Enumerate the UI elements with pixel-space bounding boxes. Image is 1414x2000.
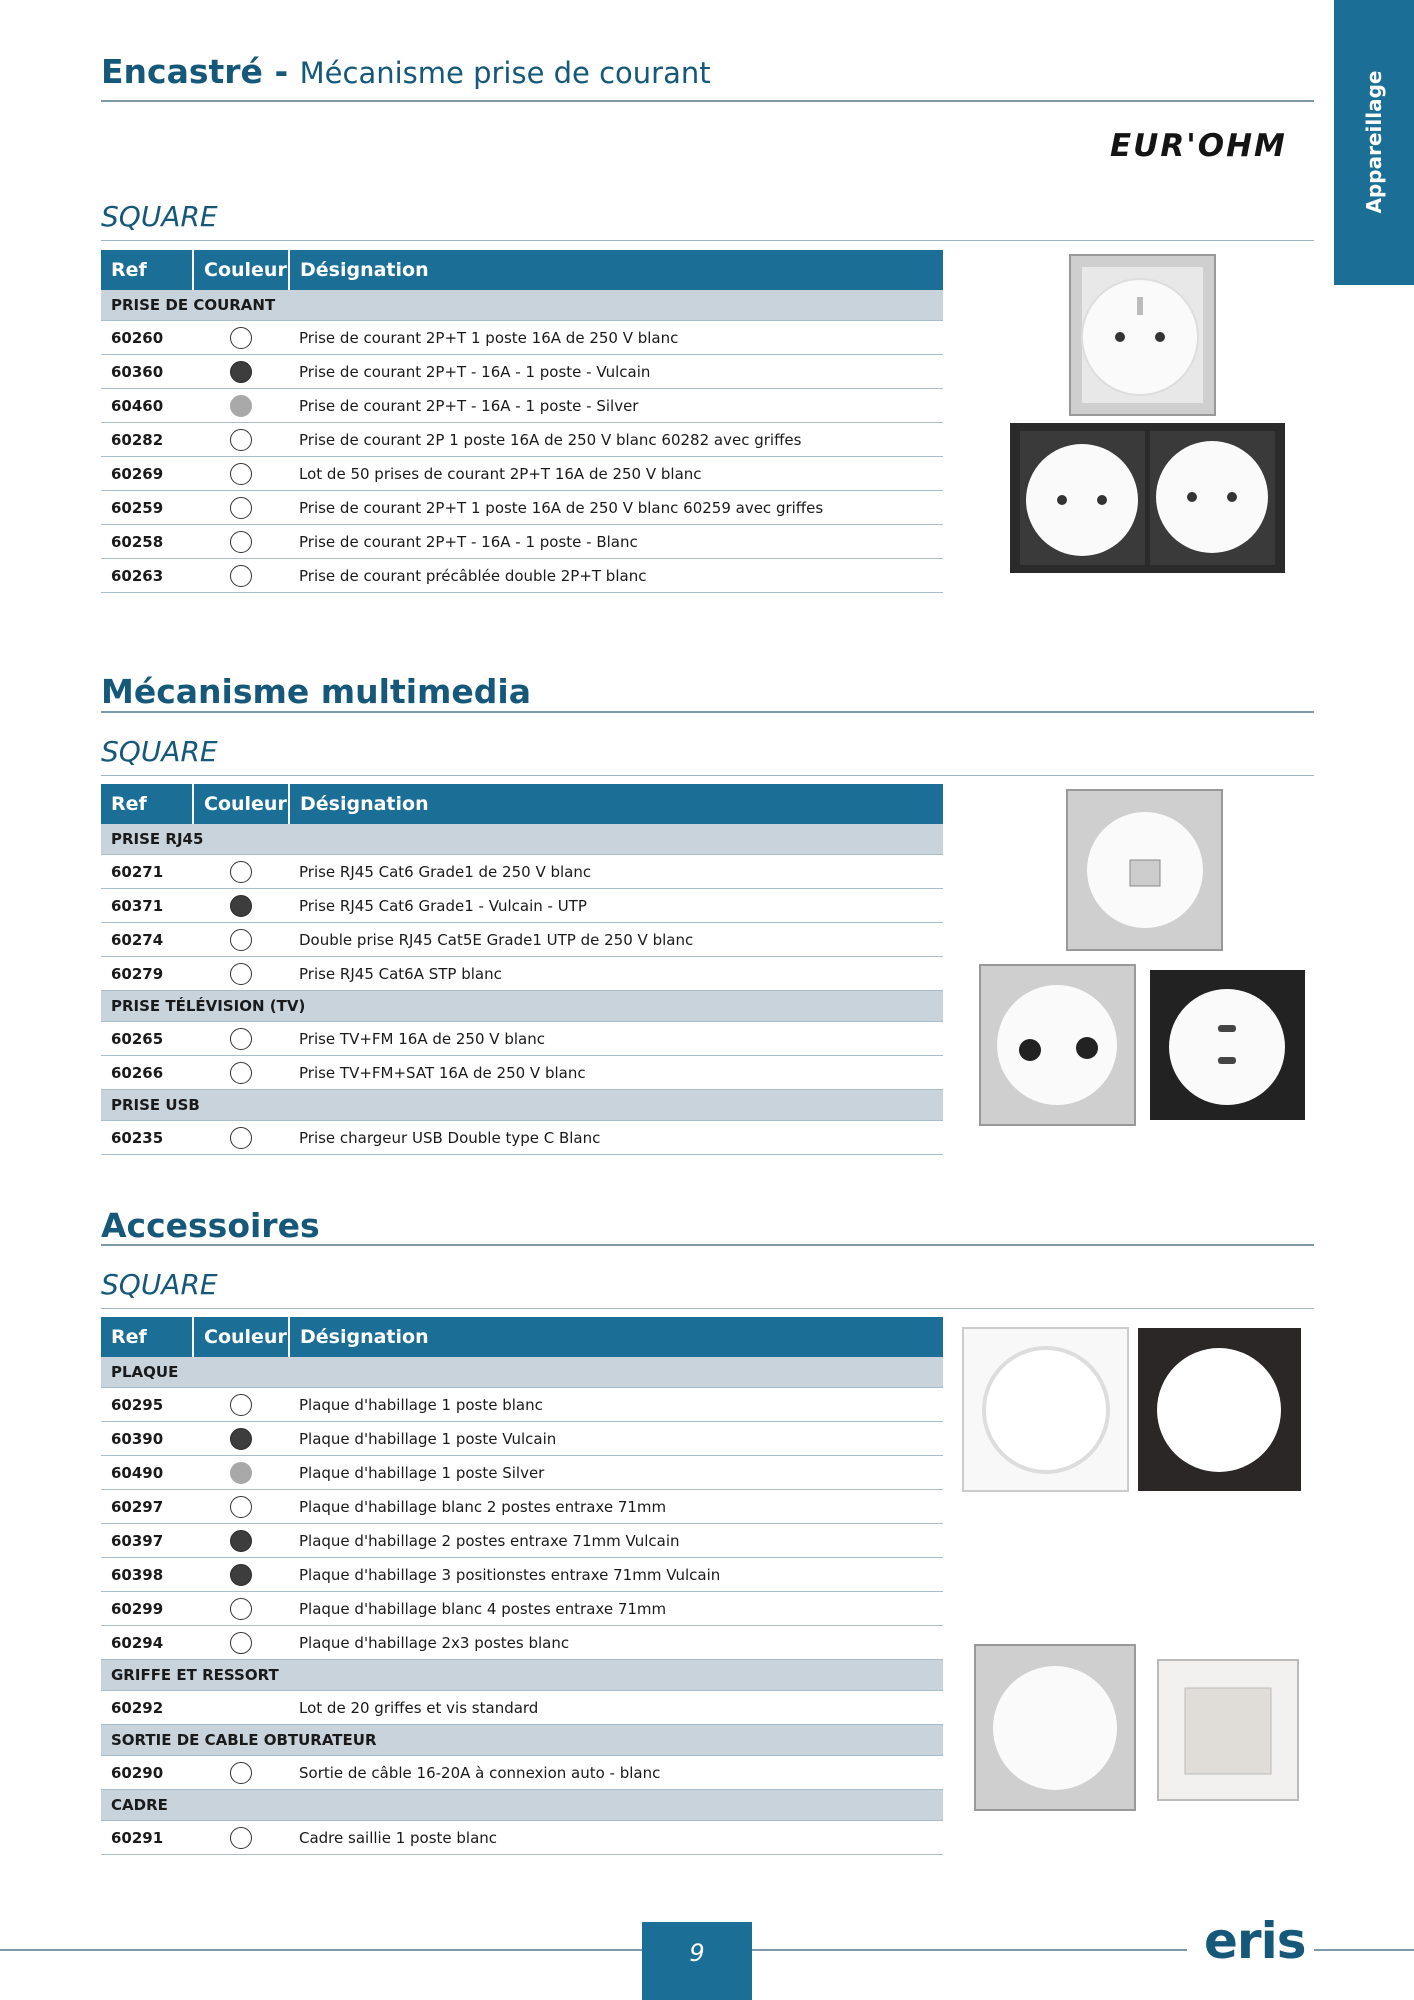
designation-cell: Plaque d'habillage 1 poste Silver	[289, 1456, 943, 1490]
color-cell	[193, 423, 289, 457]
table-row	[101, 1422, 943, 1456]
color-swatch-vulcain	[230, 895, 252, 917]
designation-cell: Prise de courant 2P+T - 16A - 1 poste - Blanc	[289, 525, 943, 559]
table-row	[101, 321, 943, 355]
category-label: PLAQUE	[101, 1357, 943, 1388]
table-row	[101, 855, 943, 889]
designation-cell: Prise TV+FM+SAT 16A de 250 V blanc	[289, 1056, 943, 1090]
category-row	[101, 1090, 943, 1121]
designation-cell: Plaque d'habillage 1 poste Vulcain	[289, 1422, 943, 1456]
color-cell	[193, 1422, 289, 1456]
ref-cell: 60266	[101, 1056, 193, 1090]
table-row	[101, 957, 943, 991]
table-row	[101, 423, 943, 457]
color-cell	[193, 957, 289, 991]
multimedia-product-photo	[975, 785, 1315, 1135]
col-header-ref: Ref	[101, 784, 193, 824]
ref-cell: 60290	[101, 1756, 193, 1790]
table-row	[101, 1524, 943, 1558]
color-swatch-blanc	[230, 1598, 252, 1620]
ref-cell: 60297	[101, 1490, 193, 1524]
designation-cell: Plaque d'habillage blanc 2 postes entraxe 71mm	[289, 1490, 943, 1524]
ref-cell: 60269	[101, 457, 193, 491]
product-table-prise-courant	[101, 250, 943, 593]
designation-cell: Lot de 20 griffes et vis standard	[289, 1691, 943, 1725]
white-plate-image	[963, 1328, 1128, 1491]
color-cell	[193, 1490, 289, 1524]
category-label: GRIFFE ET RESSORT	[101, 1660, 943, 1691]
category-row	[101, 824, 943, 855]
color-cell	[193, 1121, 289, 1155]
title-main: Encastré	[101, 52, 263, 91]
double-socket-image	[1010, 423, 1285, 573]
section-title-accessoires: Accessoires	[101, 1206, 320, 1245]
designation-cell: Cadre saillie 1 poste blanc	[289, 1821, 943, 1855]
cable-outlet-image	[975, 1645, 1135, 1810]
color-swatch-blanc	[230, 1762, 252, 1784]
product-table-accessoires	[101, 1317, 943, 1855]
series-label-1: SQUARE	[101, 200, 218, 233]
table-row	[101, 1388, 943, 1422]
designation-cell: Prise de courant précâblée double 2P+T blanc	[289, 559, 943, 593]
title-sub: Mécanisme prise de courant	[299, 56, 711, 90]
ref-cell: 60295	[101, 1388, 193, 1422]
designation-cell: Prise de courant 2P+T - 16A - 1 poste - Silver	[289, 389, 943, 423]
designation-cell: Lot de 50 prises de courant 2P+T 16A de 250 V blanc	[289, 457, 943, 491]
ref-cell: 60282	[101, 423, 193, 457]
color-cell	[193, 389, 289, 423]
color-cell	[193, 1592, 289, 1626]
category-label: CADRE	[101, 1790, 943, 1821]
color-cell	[193, 1524, 289, 1558]
ref-cell: 60279	[101, 957, 193, 991]
eris-logo: eris	[1204, 1912, 1306, 1970]
designation-cell: Prise de courant 2P+T - 16A - 1 poste - Vulcain	[289, 355, 943, 389]
table-header-row	[101, 784, 943, 824]
col-header-designation: Désignation	[289, 1317, 943, 1357]
ref-cell: 60460	[101, 389, 193, 423]
designation-cell: Prise RJ45 Cat6A STP blanc	[289, 957, 943, 991]
category-label: PRISE RJ45	[101, 824, 943, 855]
designation-cell: Plaque d'habillage 3 positionstes entraxe 71mm Vulcain	[289, 1558, 943, 1592]
section-rule-2	[101, 711, 1314, 713]
footer-line-left	[0, 1949, 642, 1951]
title-rule	[101, 100, 1314, 102]
table-row	[101, 1756, 943, 1790]
designation-cell: Plaque d'habillage 2 postes entraxe 71mm Vulcain	[289, 1524, 943, 1558]
category-label: PRISE DE COURANT	[101, 290, 943, 321]
table-row	[101, 559, 943, 593]
color-cell	[193, 1388, 289, 1422]
series-rule-2	[101, 775, 1314, 776]
category-label: PRISE USB	[101, 1090, 943, 1121]
color-cell	[193, 1056, 289, 1090]
ref-cell: 60260	[101, 321, 193, 355]
brand-logo: EUR'OHM	[1110, 128, 1287, 164]
category-row	[101, 1660, 943, 1691]
series-label-3: SQUARE	[101, 1268, 218, 1301]
ref-cell: 60235	[101, 1121, 193, 1155]
color-cell	[193, 1558, 289, 1592]
side-tab-label: Appareillage	[1362, 70, 1386, 214]
color-cell	[193, 1821, 289, 1855]
color-swatch-blanc	[230, 1496, 252, 1518]
color-swatch-vulcain	[230, 1564, 252, 1586]
ref-cell: 60292	[101, 1691, 193, 1725]
ref-cell: 60274	[101, 923, 193, 957]
category-row	[101, 1725, 943, 1756]
accessory-product-photo	[970, 1640, 1310, 1820]
col-header-ref: Ref	[101, 1317, 193, 1357]
ref-cell: 60291	[101, 1821, 193, 1855]
section-title-multimedia: Mécanisme multimedia	[101, 672, 531, 711]
single-socket-image	[1070, 255, 1215, 415]
table-row	[101, 1022, 943, 1056]
color-swatch-vulcain	[230, 1530, 252, 1552]
rj45-socket-image	[1067, 790, 1222, 950]
ref-cell: 60490	[101, 1456, 193, 1490]
designation-cell: Prise de courant 2P+T 1 poste 16A de 250 V blanc	[289, 321, 943, 355]
designation-cell: Prise RJ45 Cat6 Grade1 - Vulcain - UTP	[289, 889, 943, 923]
color-cell	[193, 559, 289, 593]
table-header-row	[101, 250, 943, 290]
color-cell	[193, 889, 289, 923]
col-header-designation: Désignation	[289, 250, 943, 290]
color-swatch-silver	[230, 1462, 252, 1484]
color-swatch-blanc	[230, 1632, 252, 1654]
color-cell	[193, 855, 289, 889]
color-cell	[193, 457, 289, 491]
page-title	[101, 52, 711, 91]
color-swatch-vulcain	[230, 1428, 252, 1450]
vulcain-plate-image	[1138, 1328, 1301, 1491]
tv-socket-image	[980, 965, 1135, 1125]
color-swatch-blanc	[230, 463, 252, 485]
table-row	[101, 457, 943, 491]
category-row	[101, 290, 943, 321]
category-label: PRISE TÉLÉVISION (TV)	[101, 991, 943, 1022]
table-row	[101, 1490, 943, 1524]
designation-cell: Prise RJ45 Cat6 Grade1 de 250 V blanc	[289, 855, 943, 889]
designation-cell: Plaque d'habillage blanc 4 postes entraxe 71mm	[289, 1592, 943, 1626]
color-cell	[193, 923, 289, 957]
col-header-ref: Ref	[101, 250, 193, 290]
color-swatch-blanc	[230, 1028, 252, 1050]
table-row	[101, 1821, 943, 1855]
col-header-couleur: Couleur	[193, 784, 289, 824]
category-row	[101, 1790, 943, 1821]
designation-cell: Prise TV+FM 16A de 250 V blanc	[289, 1022, 943, 1056]
table-row	[101, 1691, 943, 1725]
color-swatch-blanc	[230, 497, 252, 519]
ref-cell: 60398	[101, 1558, 193, 1592]
color-cell	[193, 355, 289, 389]
category-row	[101, 1357, 943, 1388]
color-swatch-blanc	[230, 1827, 252, 1849]
table-row	[101, 525, 943, 559]
table-row	[101, 389, 943, 423]
color-swatch-blanc	[230, 565, 252, 587]
designation-cell: Prise chargeur USB Double type C Blanc	[289, 1121, 943, 1155]
ref-cell: 60360	[101, 355, 193, 389]
designation-cell: Sortie de câble 16-20A à connexion auto - blanc	[289, 1756, 943, 1790]
usb-socket-image	[1150, 970, 1305, 1120]
footer-line-mid	[752, 1949, 1187, 1951]
plate-product-photo	[960, 1325, 1305, 1495]
color-cell	[193, 1626, 289, 1660]
ref-cell: 60390	[101, 1422, 193, 1456]
table-row	[101, 1056, 943, 1090]
ref-cell: 60265	[101, 1022, 193, 1056]
color-swatch-vulcain	[230, 361, 252, 383]
color-cell	[193, 1456, 289, 1490]
ref-cell: 60271	[101, 855, 193, 889]
ref-cell: 60397	[101, 1524, 193, 1558]
color-swatch-blanc	[230, 963, 252, 985]
color-swatch-silver	[230, 395, 252, 417]
color-swatch-blanc	[230, 929, 252, 951]
page-number: 9	[642, 1922, 752, 2000]
color-cell	[193, 321, 289, 355]
title-dash: -	[262, 52, 300, 91]
table-row	[101, 491, 943, 525]
designation-cell: Plaque d'habillage 2x3 postes blanc	[289, 1626, 943, 1660]
col-header-designation: Désignation	[289, 784, 943, 824]
table-header-row	[101, 1317, 943, 1357]
socket-product-photo	[990, 245, 1300, 590]
table-row	[101, 1558, 943, 1592]
table-row	[101, 889, 943, 923]
table-row	[101, 923, 943, 957]
ref-cell: 60263	[101, 559, 193, 593]
table-row	[101, 1456, 943, 1490]
ref-cell: 60258	[101, 525, 193, 559]
color-swatch-blanc	[230, 1062, 252, 1084]
ref-cell: 60259	[101, 491, 193, 525]
designation-cell: Prise de courant 2P+T 1 poste 16A de 250 V blanc 60259 avec griffes	[289, 491, 943, 525]
designation-cell: Prise de courant 2P 1 poste 16A de 250 V blanc 60282 avec griffes	[289, 423, 943, 457]
surface-frame-image	[1158, 1660, 1298, 1800]
color-cell	[193, 491, 289, 525]
product-table-multimedia	[101, 784, 943, 1155]
col-header-couleur: Couleur	[193, 250, 289, 290]
color-cell	[193, 1022, 289, 1056]
color-swatch-blanc	[230, 861, 252, 883]
color-cell	[193, 1756, 289, 1790]
table-row	[101, 1121, 943, 1155]
footer-line-right	[1314, 1949, 1414, 1951]
ref-cell: 60299	[101, 1592, 193, 1626]
table-row	[101, 1592, 943, 1626]
series-label-2: SQUARE	[101, 735, 218, 768]
series-rule-1	[101, 240, 1314, 241]
designation-cell: Double prise RJ45 Cat5E Grade1 UTP de 250 V blanc	[289, 923, 943, 957]
table-row	[101, 1626, 943, 1660]
color-swatch-blanc	[230, 429, 252, 451]
category-row	[101, 991, 943, 1022]
ref-cell: 60371	[101, 889, 193, 923]
table-row	[101, 355, 943, 389]
series-rule-3	[101, 1308, 1314, 1309]
color-swatch-blanc	[230, 1127, 252, 1149]
category-label: SORTIE DE CABLE OBTURATEUR	[101, 1725, 943, 1756]
section-rule-3	[101, 1244, 1314, 1246]
color-swatch-blanc	[230, 1394, 252, 1416]
color-swatch-blanc	[230, 327, 252, 349]
color-cell	[193, 1691, 289, 1725]
color-swatch-blanc	[230, 531, 252, 553]
designation-cell: Plaque d'habillage 1 poste blanc	[289, 1388, 943, 1422]
side-tab	[1334, 0, 1414, 285]
color-cell	[193, 525, 289, 559]
ref-cell: 60294	[101, 1626, 193, 1660]
col-header-couleur: Couleur	[193, 1317, 289, 1357]
